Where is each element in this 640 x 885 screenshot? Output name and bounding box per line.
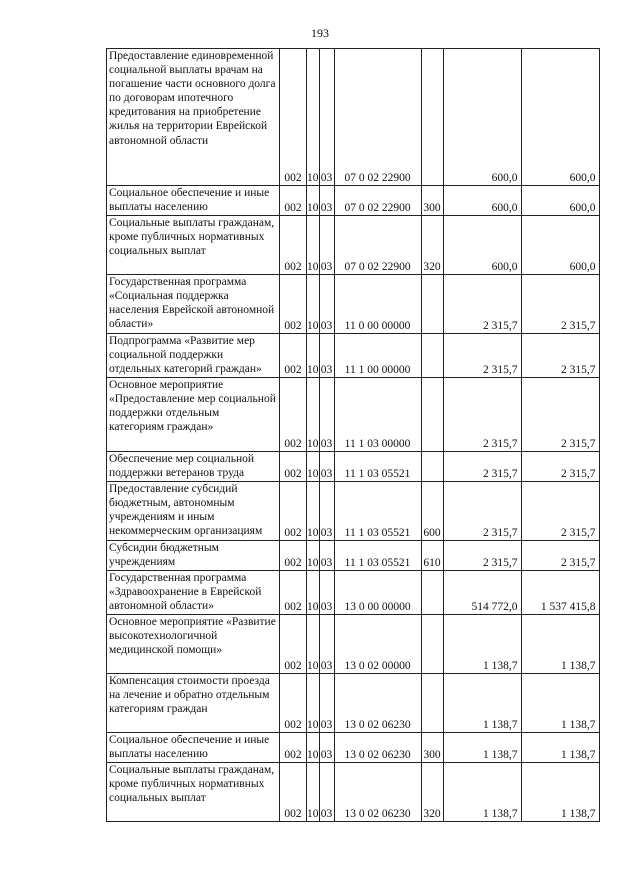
- ministry-code: 002: [280, 615, 307, 674]
- row-name: Предоставление субсидий бюджетным, автономным учреждениям и иным некоммерческим организациям: [107, 482, 280, 541]
- target-article-code: 13 0 02 06230: [334, 733, 421, 763]
- section-code: 10: [307, 571, 320, 615]
- target-article-code: 11 1 03 00000: [334, 378, 421, 452]
- row-name: Социальные выплаты гражданам, кроме публичных нормативных социальных выплат: [107, 216, 280, 275]
- section-code: 10: [307, 49, 320, 186]
- target-article-code: 07 0 02 22900: [334, 49, 421, 186]
- amount-year-2: 600,0: [521, 49, 599, 186]
- row-name: Социальное обеспечение и иные выплаты населению: [107, 733, 280, 763]
- table-row: [107, 571, 600, 615]
- table-row: [107, 763, 600, 822]
- section-code: 10: [307, 334, 320, 378]
- target-article-code: 13 0 02 06230: [334, 674, 421, 733]
- row-name: Обеспечение мер социальной поддержки ветеранов труда: [107, 452, 280, 482]
- amount-year-2: 1 138,7: [521, 763, 599, 822]
- table-row: [107, 334, 600, 378]
- target-article-code: 07 0 02 22900: [334, 216, 421, 275]
- amount-year-1: 1 138,7: [443, 674, 521, 733]
- expense-type-code: 600: [421, 482, 443, 541]
- table-row: [107, 482, 600, 541]
- section-code: 10: [307, 186, 320, 216]
- expense-type-code: 320: [421, 763, 443, 822]
- row-name: Подпрограмма «Развитие мер социальной поддержки отдельных категорий граждан»: [107, 334, 280, 378]
- amount-year-2: 600,0: [521, 186, 599, 216]
- section-code: 10: [307, 452, 320, 482]
- ministry-code: 002: [280, 334, 307, 378]
- amount-year-2: 1 138,7: [521, 615, 599, 674]
- subsection-code: 03: [319, 334, 334, 378]
- ministry-code: 002: [280, 674, 307, 733]
- table-row: [107, 615, 600, 674]
- table-row: [107, 452, 600, 482]
- expense-type-code: [421, 275, 443, 334]
- amount-year-2: 600,0: [521, 216, 599, 275]
- ministry-code: 002: [280, 482, 307, 541]
- expense-type-code: 300: [421, 186, 443, 216]
- amount-year-1: 2 315,7: [443, 378, 521, 452]
- amount-year-2: 1 537 415,8: [521, 571, 599, 615]
- subsection-code: 03: [319, 452, 334, 482]
- amount-year-1: 2 315,7: [443, 482, 521, 541]
- row-name: Социальные выплаты гражданам, кроме публичных нормативных социальных выплат: [107, 763, 280, 822]
- target-article-code: 07 0 02 22900: [334, 186, 421, 216]
- row-name: Основное мероприятие «Предоставление мер социальной поддержки отдельным категориям граждан»: [107, 378, 280, 452]
- target-article-code: 11 1 03 05521: [334, 541, 421, 571]
- subsection-code: 03: [319, 378, 334, 452]
- ministry-code: 002: [280, 763, 307, 822]
- section-code: 10: [307, 733, 320, 763]
- expense-type-code: [421, 452, 443, 482]
- table-row: [107, 733, 600, 763]
- amount-year-1: 1 138,7: [443, 733, 521, 763]
- expense-type-code: 610: [421, 541, 443, 571]
- amount-year-1: 600,0: [443, 49, 521, 186]
- target-article-code: 13 0 00 00000: [334, 571, 421, 615]
- ministry-code: 002: [280, 452, 307, 482]
- subsection-code: 03: [319, 733, 334, 763]
- ministry-code: 002: [280, 541, 307, 571]
- amount-year-1: 2 315,7: [443, 452, 521, 482]
- amount-year-2: 1 138,7: [521, 674, 599, 733]
- page-number: 193: [311, 26, 329, 40]
- section-code: 10: [307, 378, 320, 452]
- target-article-code: 11 1 03 05521: [334, 452, 421, 482]
- row-name: Субсидии бюджетным учреждениям: [107, 541, 280, 571]
- amount-year-2: 2 315,7: [521, 452, 599, 482]
- amount-year-1: 1 138,7: [443, 763, 521, 822]
- target-article-code: 13 0 02 00000: [334, 615, 421, 674]
- table-row: [107, 674, 600, 733]
- row-name: Государственная программа «Социальная поддержка населения Еврейской автономной области»: [107, 275, 280, 334]
- section-code: 10: [307, 216, 320, 275]
- table-row: [107, 216, 600, 275]
- amount-year-2: 2 315,7: [521, 482, 599, 541]
- table-row: [107, 378, 600, 452]
- expense-type-code: [421, 674, 443, 733]
- amount-year-1: 600,0: [443, 186, 521, 216]
- section-code: 10: [307, 275, 320, 334]
- amount-year-1: 514 772,0: [443, 571, 521, 615]
- table-row: [107, 49, 600, 186]
- table-row: [107, 541, 600, 571]
- budget-table: [106, 48, 600, 822]
- expense-type-code: [421, 49, 443, 186]
- expense-type-code: [421, 615, 443, 674]
- target-article-code: 13 0 02 06230: [334, 763, 421, 822]
- section-code: 10: [307, 615, 320, 674]
- target-article-code: 11 1 03 05521: [334, 482, 421, 541]
- row-name: Компенсация стоимости проезда на лечение и обратно отдельным категориям граждан: [107, 674, 280, 733]
- row-name: Основное мероприятие «Развитие высокотехнологичной медицинской помощи»: [107, 615, 280, 674]
- amount-year-2: 2 315,7: [521, 334, 599, 378]
- section-code: 10: [307, 763, 320, 822]
- amount-year-2: 2 315,7: [521, 378, 599, 452]
- expense-type-code: [421, 378, 443, 452]
- table-row: [107, 186, 600, 216]
- amount-year-1: 2 315,7: [443, 275, 521, 334]
- amount-year-2: 2 315,7: [521, 541, 599, 571]
- expense-type-code: 300: [421, 733, 443, 763]
- ministry-code: 002: [280, 186, 307, 216]
- subsection-code: 03: [319, 571, 334, 615]
- ministry-code: 002: [280, 216, 307, 275]
- subsection-code: 03: [319, 674, 334, 733]
- amount-year-1: 600,0: [443, 216, 521, 275]
- subsection-code: 03: [319, 216, 334, 275]
- subsection-code: 03: [319, 541, 334, 571]
- amount-year-1: 2 315,7: [443, 541, 521, 571]
- target-article-code: 11 1 00 00000: [334, 334, 421, 378]
- subsection-code: 03: [319, 482, 334, 541]
- subsection-code: 03: [319, 186, 334, 216]
- subsection-code: 03: [319, 615, 334, 674]
- row-name: Предоставление единовременной социальной выплаты врачам на погашение части основного долга по договорам ипотечного кредитования на приобретение жилья на территории Еврейской автономной области: [107, 49, 280, 186]
- table-row: [107, 275, 600, 334]
- subsection-code: 03: [319, 49, 334, 186]
- amount-year-2: 2 315,7: [521, 275, 599, 334]
- section-code: 10: [307, 541, 320, 571]
- amount-year-1: 2 315,7: [443, 334, 521, 378]
- amount-year-1: 1 138,7: [443, 615, 521, 674]
- ministry-code: 002: [280, 275, 307, 334]
- section-code: 10: [307, 674, 320, 733]
- expense-type-code: [421, 334, 443, 378]
- expense-type-code: [421, 571, 443, 615]
- subsection-code: 03: [319, 763, 334, 822]
- row-name: Государственная программа «Здравоохранение в Еврейской автономной области»: [107, 571, 280, 615]
- ministry-code: 002: [280, 571, 307, 615]
- amount-year-2: 1 138,7: [521, 733, 599, 763]
- ministry-code: 002: [280, 733, 307, 763]
- expense-type-code: 320: [421, 216, 443, 275]
- ministry-code: 002: [280, 49, 307, 186]
- ministry-code: 002: [280, 378, 307, 452]
- subsection-code: 03: [319, 275, 334, 334]
- row-name: Социальное обеспечение и иные выплаты населению: [107, 186, 280, 216]
- target-article-code: 11 0 00 00000: [334, 275, 421, 334]
- section-code: 10: [307, 482, 320, 541]
